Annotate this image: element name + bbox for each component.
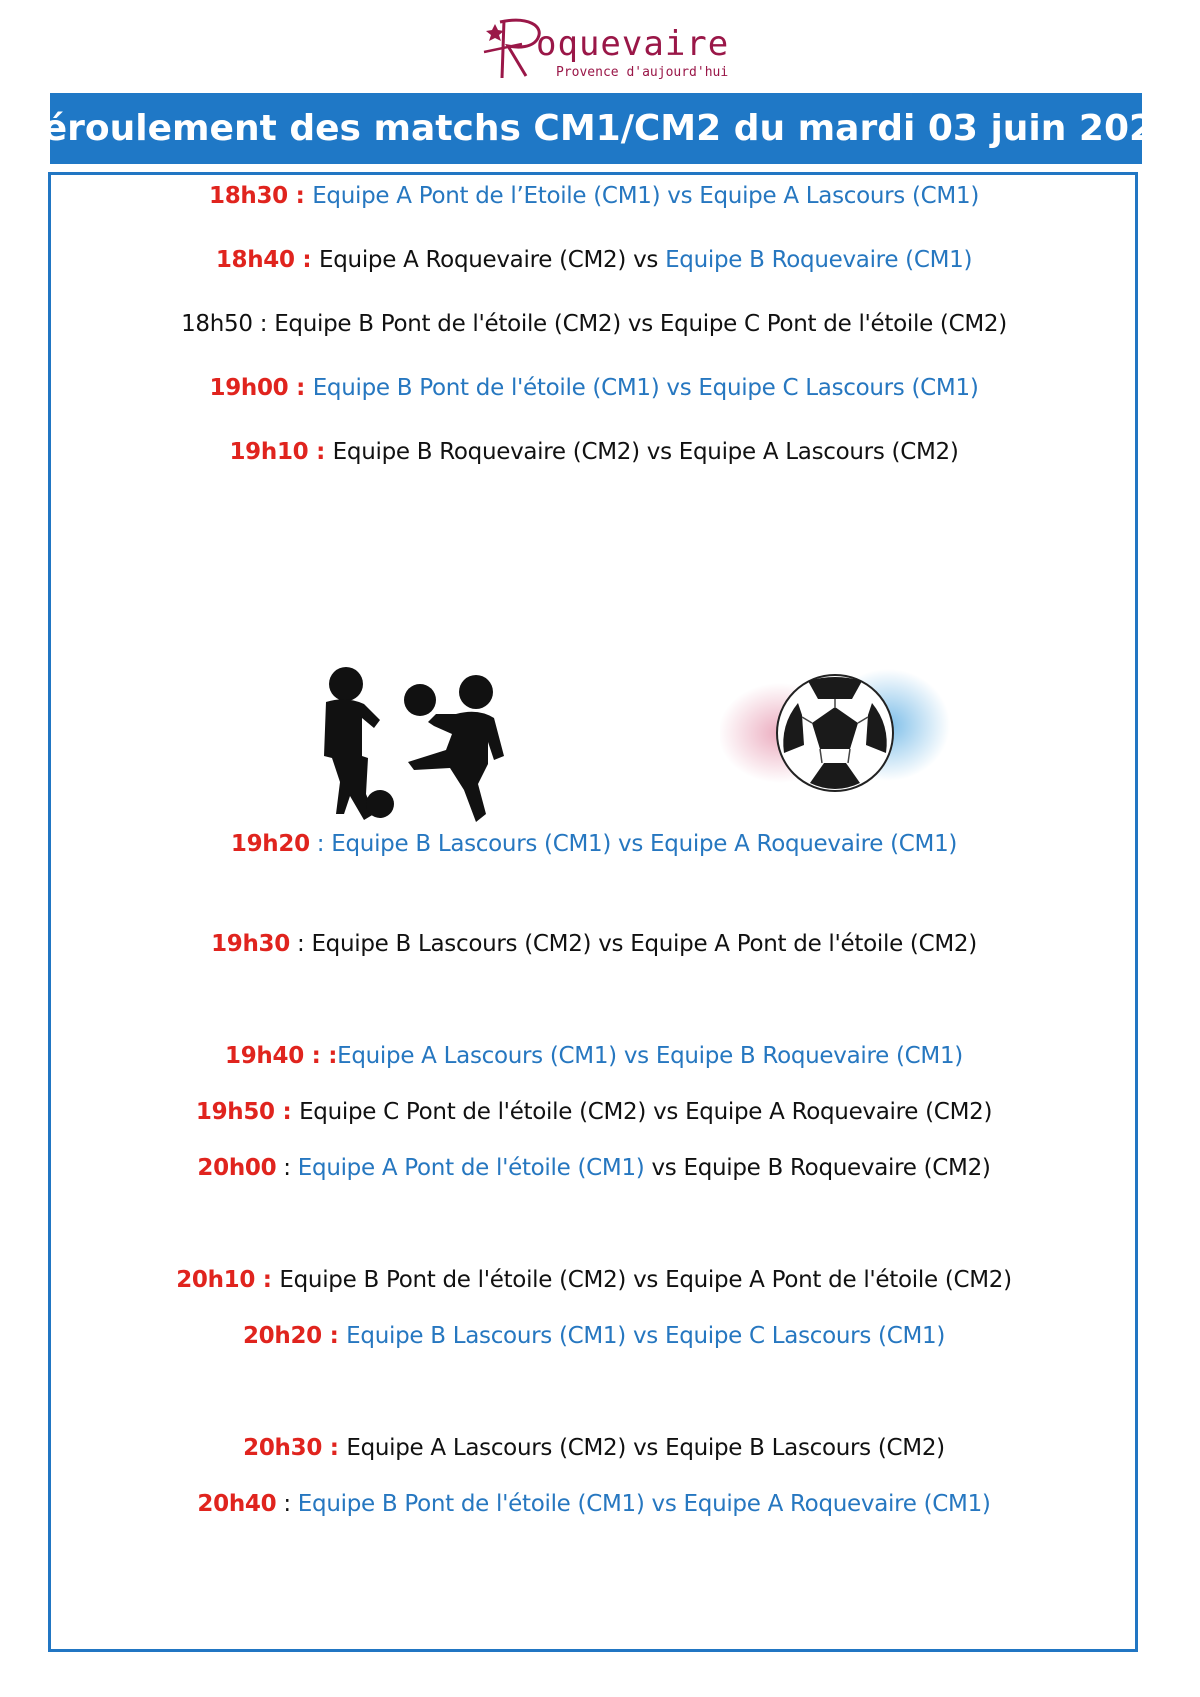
- match-row: [60, 1488, 1128, 1520]
- match-time: 18h40: [215, 247, 295, 273]
- match-teams: Equipe B Lascours (CM2) vs Equipe A Pont de l'étoile (CM2): [311, 931, 977, 957]
- match-teams: Equipe A Lascours (CM2) vs Equipe B Lascours (CM2): [346, 1435, 945, 1461]
- match-teams: Equipe B Pont de l'étoile (CM2) vs Equipe A Pont de l'étoile (CM2): [279, 1267, 1012, 1293]
- match-time: 19h10: [229, 439, 309, 465]
- match-teams: Equipe B Lascours (CM1) vs Equipe C Lascours (CM1): [346, 1323, 946, 1349]
- match-separator: :: [321, 1323, 347, 1349]
- match-separator: :: [322, 1435, 347, 1461]
- match-row: [60, 244, 1128, 276]
- match-teams: Equipe A Lascours (CM1) vs Equipe B Roquevaire (CM1): [337, 1043, 963, 1069]
- match-row: [60, 1320, 1128, 1352]
- soccer-ball-icon: [720, 655, 950, 805]
- match-time: 20h10: [176, 1267, 256, 1293]
- match-separator: :: [276, 1155, 298, 1181]
- match-teams: Equipe A Pont de l’Etoile (CM1) vs Equipe A Lascours (CM1): [312, 183, 979, 209]
- match-separator: :: [309, 831, 332, 857]
- match-time: 19h20: [230, 831, 310, 857]
- match-row: [60, 1264, 1128, 1296]
- match-row: [60, 436, 1128, 468]
- match-separator: : :: [303, 1043, 338, 1069]
- kids-football-silhouette-icon: [318, 664, 518, 836]
- match-teams-away: vs Equipe B Roquevaire (CM2): [644, 1155, 991, 1181]
- title-banner: [12, 93, 1180, 164]
- match-row: [60, 1096, 1128, 1128]
- match-teams-away: Equipe B Roquevaire (CM1): [665, 247, 973, 273]
- match-time: 19h00: [209, 375, 289, 401]
- match-time: 20h30: [243, 1435, 323, 1461]
- match-teams: Equipe B Pont de l'étoile (CM2) vs Equipe C Pont de l'étoile (CM2): [274, 311, 1007, 337]
- match-time: 19h40: [225, 1043, 304, 1069]
- match-teams: Equipe B Pont de l'étoile (CM1) vs Equipe A Roquevaire (CM1): [297, 1491, 991, 1517]
- match-separator: :: [287, 183, 313, 209]
- match-teams-home: Equipe A Pont de l'étoile (CM1): [297, 1155, 645, 1181]
- match-teams: Equipe B Roquevaire (CM2) vs Equipe A Lascours (CM2): [332, 439, 959, 465]
- match-teams-home: Equipe A Roquevaire (CM2) vs: [319, 247, 666, 273]
- match-teams: Equipe C Pont de l'étoile (CM2) vs Equipe A Roquevaire (CM2): [299, 1099, 993, 1125]
- match-separator: :: [274, 1099, 300, 1125]
- match-row: [60, 1152, 1128, 1184]
- logo-tagline: Provence d'aujourd'hui: [556, 65, 729, 80]
- match-separator: :: [308, 439, 333, 465]
- match-row: [60, 372, 1128, 404]
- match-row: [60, 928, 1128, 960]
- match-row: [60, 1040, 1128, 1072]
- match-separator: :: [252, 311, 275, 337]
- roquevaire-logo: [478, 14, 740, 84]
- match-separator: :: [255, 1267, 280, 1293]
- logo-wordmark: oquevaire: [536, 24, 730, 64]
- match-time: 20h40: [197, 1491, 277, 1517]
- match-row: [60, 308, 1128, 340]
- match-row: [60, 180, 1128, 212]
- match-time: 18h30: [209, 183, 288, 209]
- match-time: 19h30: [211, 931, 290, 957]
- match-separator: :: [294, 247, 320, 273]
- match-time: 18h50: [181, 311, 253, 337]
- match-separator: :: [288, 375, 313, 401]
- page-title: Déroulement des matchs CM1/CM2 du mardi 03 juin 2025: [12, 108, 1180, 149]
- match-separator: :: [289, 931, 312, 957]
- match-separator: :: [276, 1491, 298, 1517]
- match-row: [60, 1432, 1128, 1464]
- match-time: 20h00: [197, 1155, 277, 1181]
- match-teams: Equipe B Lascours (CM1) vs Equipe A Roquevaire (CM1): [331, 831, 958, 857]
- match-time: 20h20: [242, 1323, 322, 1349]
- match-time: 19h50: [195, 1099, 275, 1125]
- match-teams: Equipe B Pont de l'étoile (CM1) vs Equipe C Lascours (CM1): [312, 375, 979, 401]
- match-row: [60, 828, 1128, 860]
